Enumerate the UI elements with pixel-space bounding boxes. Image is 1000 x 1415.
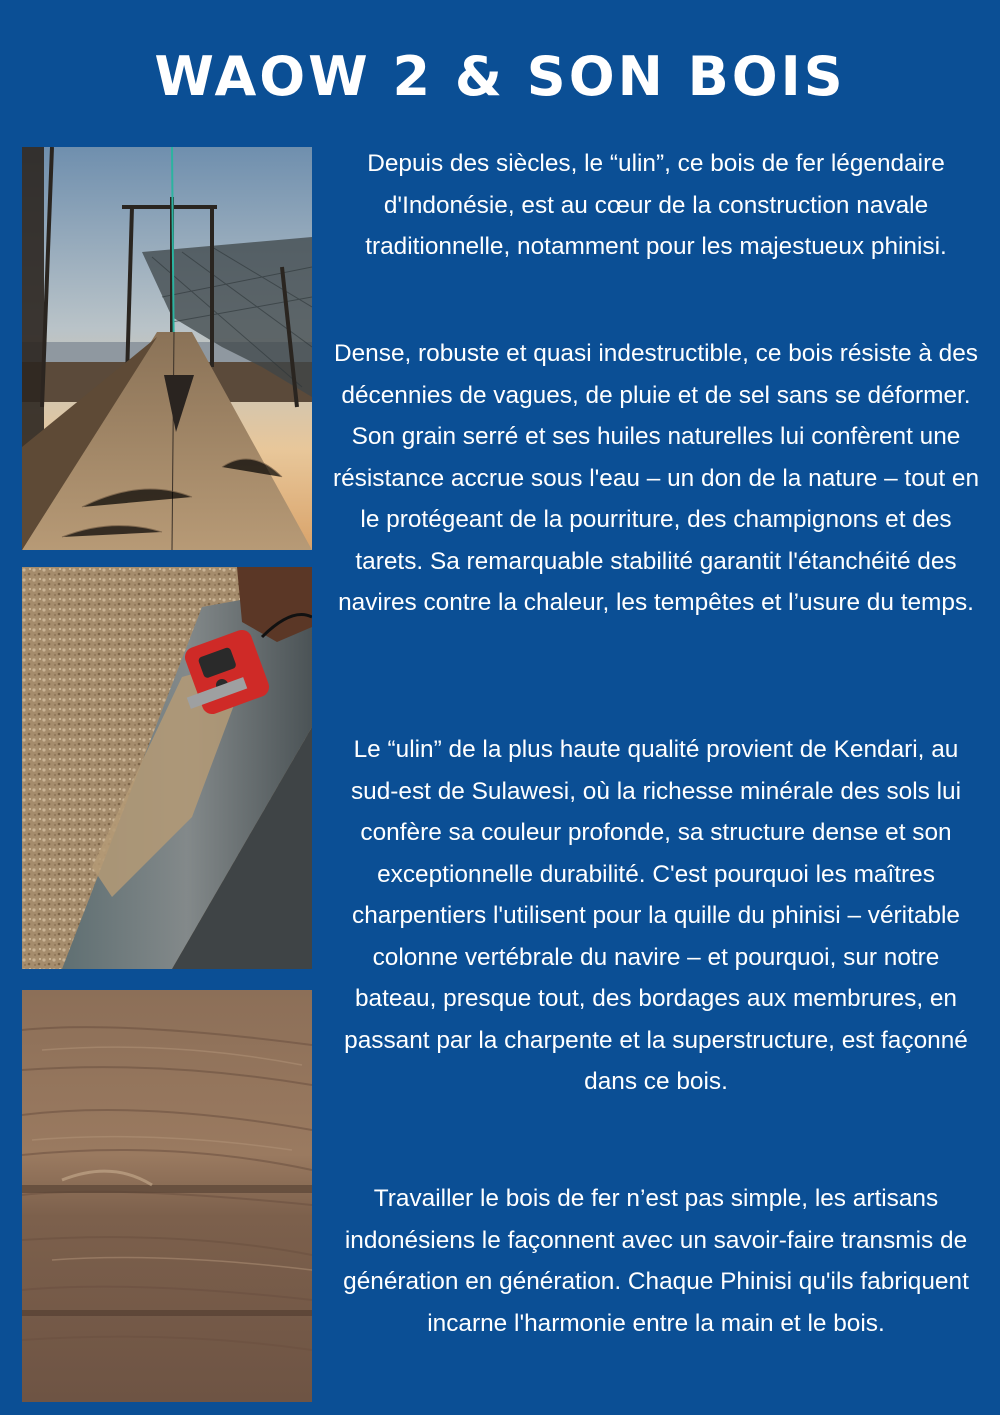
origin-paragraph: Le “ulin” de la plus haute qualité provient de Kendari, au sud-est de Sulawesi, où la richesse minérale des sols lui confère sa couleur profonde, sa structure dense et son exceptionnelle durabilité. C'est pourquoi les maîtres charpentiers l'utilisent pour la quille du phinisi – véritable colonne vertébrale du navire – et pourquoi, sur notre bateau, presque tout, des bordages aux membrures, en passant par la charpente et la superstructure, est façonné dans ce bois. [344, 736, 968, 1095]
keel-beam-photo [22, 147, 312, 550]
page-title: WAOW 2 & SON BOIS [154, 45, 846, 108]
planer-photo [22, 567, 312, 969]
wood-grain-photo [22, 990, 312, 1402]
intro-paragraph: Depuis des siècles, le “ulin”, ce bois de fer légendaire d'Indonésie, est au cœur de la construction navale traditionnelle, notamment pour les majestueux phinisi. [365, 150, 947, 260]
craft-paragraph: Travailler le bois de fer n’est pas simple, les artisans indonésiens le façonnent avec un savoir-faire transmis de génération en génération. Chaque Phinisi qu'ils fabriquent incarne l'harmonie entre la main et le bois. [343, 1185, 969, 1337]
properties-paragraph: Dense, robuste et quasi indestructible, ce bois résiste à des décennies de vagues, de pluie et de sel sans se déformer. Son grain serré et ses huiles naturelles lui confèrent une résistance accrue sous l'eau – un don de la nature – tout en le protégeant de la pourriture, des champignons et des tarets. Sa remarquable stabilité garantit l'étanchéité des navires contre la chaleur, les tempêtes et l’usure du temps. [332, 340, 980, 616]
